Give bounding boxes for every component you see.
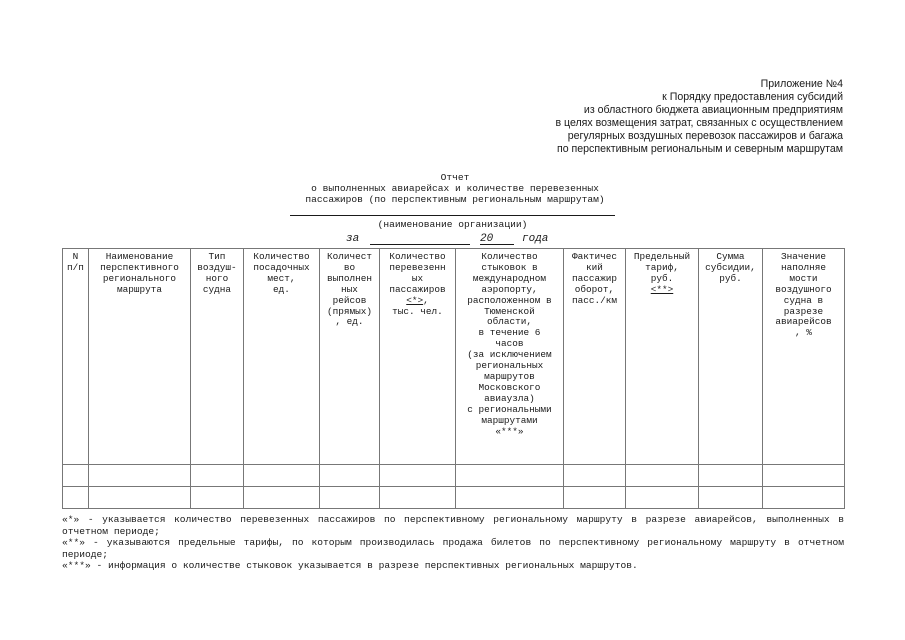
footnotes [62, 514, 844, 572]
table-cell[interactable] [244, 487, 320, 509]
footnote-3: «***» - информация о количестве стыковок указывается в разрезе перспективных региональных маршрутов. [62, 560, 638, 572]
footnote-2: «**» - указываются предельные тарифы, по которым производилась продажа билетов по перспективному региональному маршруту в отчетном периоде; [62, 537, 844, 560]
period-prefix: за [346, 233, 360, 245]
period-year-line[interactable] [480, 244, 514, 245]
organization-name-line[interactable] [290, 215, 615, 216]
column-header-load-factor: Значение наполняе мости воздушного судна в разрезе авиарейсов , % [763, 249, 845, 465]
report-period [0, 233, 905, 249]
column-header-aircraft-type: Тип воздуш- ного судна [191, 249, 244, 465]
table-cell[interactable] [380, 487, 456, 509]
table-cell[interactable] [699, 465, 763, 487]
report-subtitle-line: о выполненных авиарейсах и количестве перевезенных [311, 183, 599, 194]
column-header-passenger-turnover: Фактичес кий пассажир оборот, пасс./км [564, 249, 626, 465]
column-header-subsidy-amount: Сумма субсидии, руб. [699, 249, 763, 465]
period-year: 20 [480, 233, 494, 245]
report-title: Отчет [440, 172, 470, 183]
table-cell[interactable] [763, 487, 845, 509]
appendix-line: в целях возмещения затрат, связанных с осуществлением [555, 117, 843, 129]
table-cell[interactable] [564, 465, 626, 487]
table-header-row [63, 249, 845, 465]
report-heading [205, 172, 705, 205]
table-row [63, 465, 845, 487]
table-cell[interactable] [63, 487, 89, 509]
table-cell[interactable] [456, 465, 564, 487]
appendix-line: к Порядку предоставления субсидий [662, 91, 843, 103]
appendix-number: Приложение №4 [760, 78, 843, 90]
column-header-connections: Количество стыковок в международном аэропорту, расположенном в Тюменской области, в течение 6 часов (за исключением региональных маршрутов Московского авиаузла) с региональными маршрутами «***» [456, 249, 564, 465]
table-cell[interactable] [191, 487, 244, 509]
column-header-seats: Количество посадочных мест, ед. [244, 249, 320, 465]
appendix-line: по перспективным региональным и северным маршрутам [556, 143, 843, 155]
tariff-header-text: Предельный тариф, руб. [633, 251, 691, 284]
table-row [63, 487, 845, 509]
table-cell[interactable] [191, 465, 244, 487]
table-cell[interactable] [63, 465, 89, 487]
column-header-flights: Количест во выполнен ных рейсов (прямых) , ед. [320, 249, 380, 465]
table-cell[interactable] [626, 465, 699, 487]
footnote-link-1[interactable]: <*> [406, 294, 424, 306]
table-cell[interactable] [89, 487, 191, 509]
appendix-line: из областного бюджета авиационным предприятиям [583, 104, 843, 116]
period-suffix: года [522, 233, 549, 245]
appendix-line: регулярных воздушных перевозок пассажиров и багажа [567, 130, 843, 142]
table-cell[interactable] [699, 487, 763, 509]
table-cell[interactable] [626, 487, 699, 509]
table-cell[interactable] [320, 487, 380, 509]
column-header-passengers [380, 249, 456, 465]
table-cell[interactable] [456, 487, 564, 509]
period-blank-line[interactable] [370, 244, 470, 245]
footnote-1: «*» - указывается количество перевезенных пассажиров по перспективному региональному маршруту в разрезе авиарейсов, выполненных в отчетном периоде; [62, 514, 844, 537]
footnote-link-2[interactable]: <**> [650, 283, 674, 295]
appendix-header [555, 78, 843, 156]
passengers-header-text: Количество перевезенн ых пассажиров [389, 251, 446, 295]
table-cell[interactable] [763, 465, 845, 487]
table-cell[interactable] [380, 465, 456, 487]
column-header-number: N п/п [63, 249, 89, 465]
report-table [62, 248, 845, 509]
table-cell[interactable] [244, 465, 320, 487]
column-header-route: Наименование перспективного регионального маршрута [89, 249, 191, 465]
passengers-header-unit: , тыс. чел. [392, 294, 443, 317]
column-header-max-tariff [626, 249, 699, 465]
table-cell[interactable] [89, 465, 191, 487]
organization-caption: (наименование организации) [377, 219, 528, 230]
report-subtitle-line: пассажиров (по перспективным региональным маршрутам) [305, 194, 605, 205]
table-cell[interactable] [564, 487, 626, 509]
table-cell[interactable] [320, 465, 380, 487]
